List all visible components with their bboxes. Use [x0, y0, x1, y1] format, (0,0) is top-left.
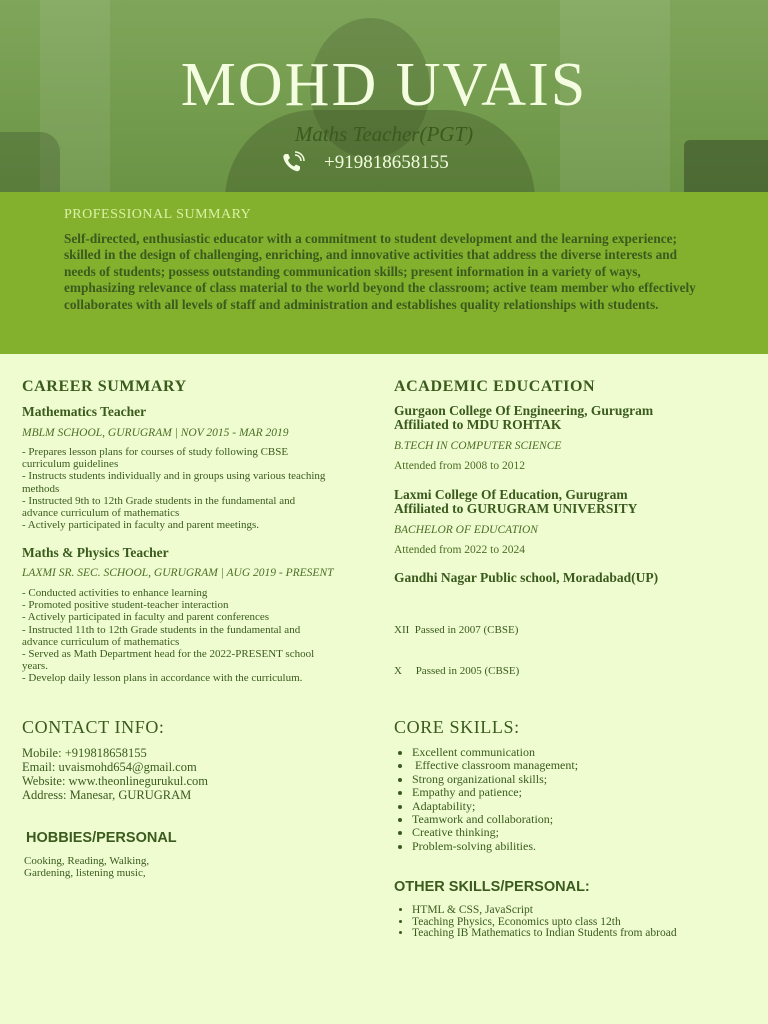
- job-meta: LAXMI SR. SEC. SCHOOL, GURUGRAM | AUG 2019 - PRESENT: [22, 567, 334, 579]
- contact-mobile[interactable]: Mobile: +919818658155: [22, 746, 147, 760]
- other-skills-heading: OTHER SKILLS/PERSONAL:: [394, 879, 590, 895]
- contact-heading: CONTACT INFO:: [22, 717, 165, 737]
- hobbies-heading: HOBBIES/PERSONAL: [26, 830, 177, 846]
- other-skills-list: [394, 905, 677, 940]
- college-line: Laxmi College Of Education, Gurugram: [394, 487, 628, 502]
- duty-line: years.: [22, 660, 48, 673]
- summary-heading: PROFESSIONAL SUMMARY: [64, 207, 252, 222]
- summary-text: Self-directed, enthusiastic educator with a commitment to student development and the learning experience; skilled in the design of challenging, enriching, and innovative activities that address the diverse interests and needs of students; possess outstanding communication skills; present information in a variety of ways, emphasizing relevance of class material to the world beyond the classroom; active team member who effectively collaborates with all levels of staff and administration and establishes quality relationships with students.: [64, 231, 696, 312]
- college-name: [394, 404, 653, 432]
- duty-line: methods: [22, 482, 60, 495]
- job-title: Maths Teacher(PGT): [294, 122, 474, 146]
- contact-details: [22, 746, 208, 802]
- duty-line: - Served as Math Department head for the 2022-PRESENT school: [22, 648, 315, 661]
- academic-heading: ACADEMIC EDUCATION: [394, 378, 596, 395]
- hobbies-line: Gardening, listening music,: [24, 867, 146, 880]
- degree: B.TECH IN COMPUTER SCIENCE: [394, 440, 562, 452]
- college-affiliation: Affiliated to MDU ROHTAK: [394, 417, 562, 432]
- duty-line: - Conducted activities to enhance learning: [22, 587, 208, 599]
- job-role: Mathematics Teacher: [22, 404, 147, 419]
- job-meta: MBLM SCHOOL, GURUGRAM | NOV 2015 - MAR 2019: [22, 427, 289, 439]
- duty-line: curriculum guidelines: [22, 458, 119, 471]
- contact-website[interactable]: Website: www.theonlinegurukul.com: [22, 774, 208, 788]
- skill-item: • Problem-solving abilities.: [412, 840, 578, 853]
- other-skill-item: • Teaching Physics, Economics upto class 12th: [412, 917, 677, 929]
- duty-line: - Instructed 9th to 12th Grade students in the fundamental and: [22, 494, 296, 507]
- school-name: Gandhi Nagar Public school, Moradabad(UP): [394, 570, 659, 585]
- school-result-line: X Passed in 2005 (CBSE): [394, 664, 520, 677]
- core-skills-list: [394, 746, 578, 853]
- college-line: Gurgaon College Of Engineering, Gurugram: [394, 403, 654, 418]
- skill-item: • Creative thinking;: [412, 826, 578, 839]
- college-name: [394, 488, 637, 516]
- attended-years: Attended from 2008 to 2012: [394, 460, 525, 472]
- core-skills-heading: CORE SKILLS:: [394, 717, 520, 737]
- school-result-line: XII Passed in 2007 (CBSE): [394, 624, 519, 636]
- skill-item: • Excellent communication: [412, 746, 578, 759]
- job-duties: [22, 446, 372, 531]
- degree: BACHELOR OF EDUCATION: [394, 524, 538, 536]
- other-skill-item: • HTML & CSS, JavaScript: [412, 905, 677, 917]
- phone-icon: [280, 151, 306, 175]
- job-role: Maths & Physics Teacher: [22, 545, 169, 560]
- skill-item: • Empathy and patience;: [412, 786, 578, 799]
- header-phone-number: +919818658155: [324, 152, 449, 173]
- skill-item: • Strong organizational skills;: [412, 773, 578, 786]
- hobbies-line: Cooking, Reading, Walking,: [24, 855, 150, 867]
- contact-address: Address: Manesar, GURUGRAM: [22, 788, 192, 802]
- duty-line: - Prepares lesson plans for courses of study following CBSE: [22, 446, 289, 458]
- duty-line: - Actively participated in faculty and parent meetings.: [22, 519, 260, 532]
- duty-line: advance curriculum of mathematics: [22, 635, 180, 648]
- header-phone[interactable]: [280, 150, 449, 176]
- school-results: [394, 597, 519, 692]
- skill-item: • Adaptability;: [412, 800, 578, 813]
- duty-line: - Promoted positive student-teacher interaction: [22, 599, 229, 612]
- duty-line: - Instructed 11th to 12th Grade students in the fundamental and: [22, 623, 301, 636]
- duty-line: - Actively participated in faculty and parent conferences: [22, 611, 270, 624]
- duty-line: - Instructs students individually and in groups using various teaching: [22, 470, 326, 483]
- skill-item: • Effective classroom management;: [412, 759, 578, 772]
- hobbies-text: [24, 855, 149, 879]
- skill-item: • Teamwork and collaboration;: [412, 813, 578, 826]
- background-desk-item: [684, 140, 768, 192]
- college-affiliation: Affiliated to GURUGRAM UNIVERSITY: [394, 501, 638, 516]
- duty-line: - Develop daily lesson plans in accordance with the curriculum.: [22, 672, 303, 685]
- other-skill-item: • Teaching IB Mathematics to Indian Students from abroad: [412, 928, 677, 940]
- attended-years: Attended from 2022 to 2024: [394, 544, 525, 556]
- duty-line: advance curriculum of mathematics: [22, 507, 180, 520]
- resume-name: MOHD UVAIS: [180, 51, 588, 119]
- contact-email[interactable]: Email: uvaismohd654@gmail.com: [22, 760, 197, 774]
- job-duties: [22, 587, 372, 685]
- career-heading: CAREER SUMMARY: [22, 378, 187, 395]
